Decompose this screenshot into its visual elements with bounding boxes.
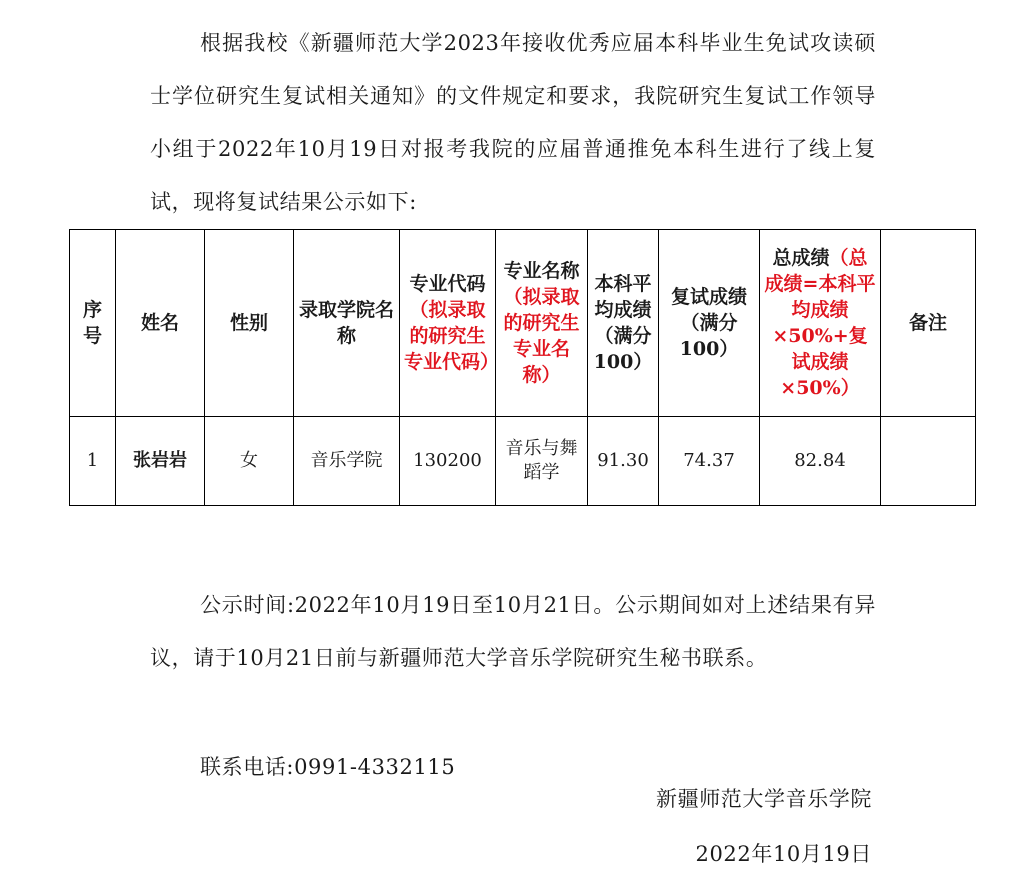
header-index: 序号 [70, 230, 116, 417]
cell-undergrad-avg: 91.30 [588, 417, 659, 506]
signature-org: 新疆师范大学音乐学院 [656, 787, 872, 811]
table-header-row [70, 230, 976, 417]
header-college: 录取学院名称 [294, 230, 400, 417]
header-undergrad-avg: 本科平均成绩（满分100） [588, 230, 659, 417]
contact-phone: 联系电话:0991-4332115 [200, 755, 456, 779]
cell-major-code: 130200 [400, 417, 496, 506]
retest-result-table [69, 229, 976, 506]
cell-total-score: 82.84 [760, 417, 881, 506]
header-remark: 备注 [881, 230, 976, 417]
header-retest-score: 复试成绩（满分100） [659, 230, 760, 417]
cell-remark [881, 417, 976, 506]
cell-college: 音乐学院 [294, 417, 400, 506]
header-gender: 性别 [205, 230, 294, 417]
header-major-code: 专业代码（拟录取的研究生专业代码） [400, 230, 496, 417]
header-total-score: 总成绩（总成绩=本科平均成绩×50%+复试成绩×50%） [760, 230, 881, 417]
cell-major-name: 音乐与舞蹈学 [496, 417, 588, 506]
header-name: 姓名 [116, 230, 205, 417]
header-major-code-note: （拟录取的研究生专业代码） [404, 299, 500, 373]
header-total-score-note: （总成绩=本科平均成绩×50%+复试成绩×50%） [764, 247, 876, 399]
signature-date: 2022年10月19日 [695, 842, 872, 866]
cell-name: 张岩岩 [116, 417, 205, 506]
intro-paragraph: 根据我校《新疆师范大学2023年接收优秀应届本科毕业生免试攻读硕士学位研究生复试相关通知》的文件规定和要求，我院研究生复试工作领导小组于2022年10月19日对报考我院的应届普通推免本科生进行了线上复试，现将复试结果公示如下: [150, 31, 876, 214]
table-row [70, 417, 976, 506]
header-major-name: 专业名称（拟录取的研究生专业名称） [496, 230, 588, 417]
cell-index: 1 [70, 417, 116, 506]
cell-gender: 女 [205, 417, 294, 506]
header-major-name-note: （拟录取的研究生专业名称） [503, 286, 580, 386]
notice-paragraph: 公示时间:2022年10月19日至10月21日。公示期间如对上述结果有异议，请于10月21日前与新疆师范大学音乐学院研究生秘书联系。 [150, 593, 876, 670]
cell-retest-score: 74.37 [659, 417, 760, 506]
